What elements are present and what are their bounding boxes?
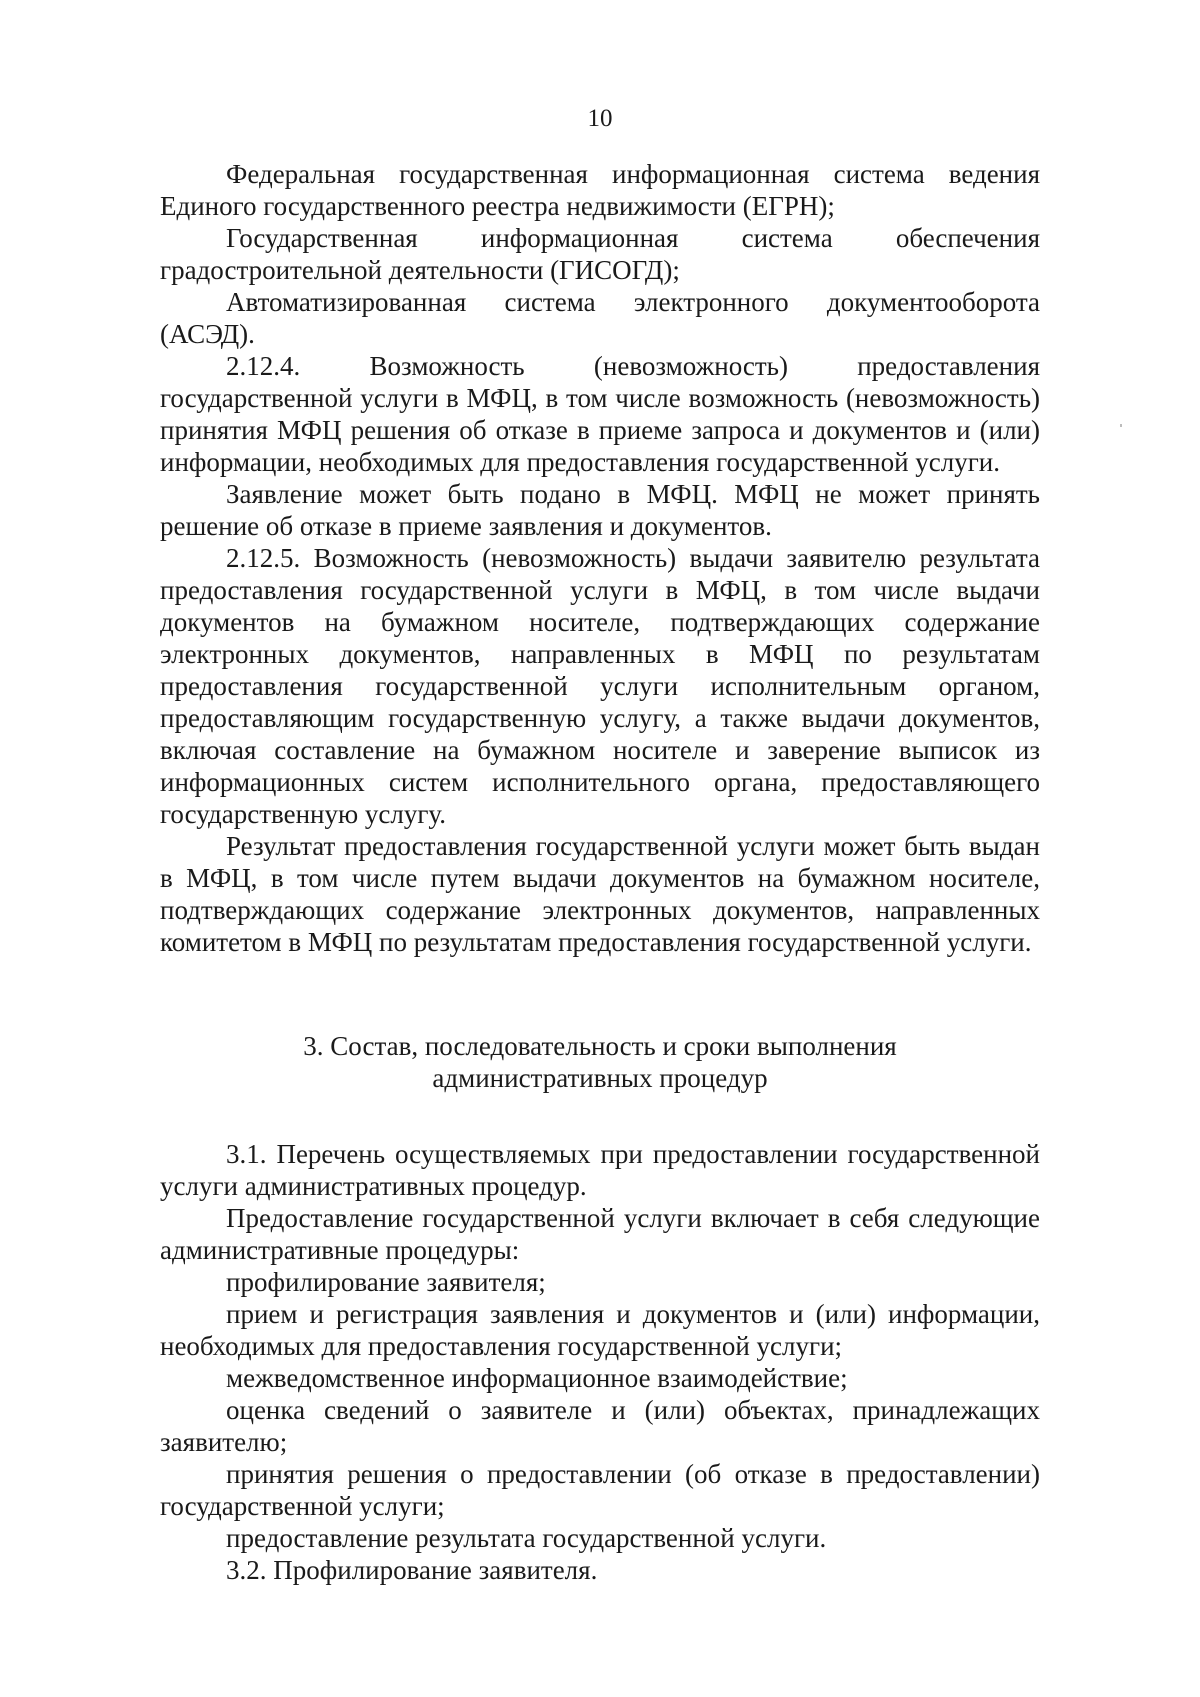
section-title: [160, 1030, 1040, 1094]
scan-artifact: [1120, 424, 1122, 427]
paragraph-application-mfc: Заявление может быть подано в МФЦ. МФЦ не может принять решение об отказе в приеме заявления и документов.: [160, 479, 1040, 541]
list-item-assessment: оценка сведений о заявителе и (или) объектах, принадлежащих заявителю;: [160, 1395, 1040, 1457]
paragraph-procedures-intro: Предоставление государственной услуги включает в себя следующие административные процедуры:: [160, 1203, 1040, 1265]
paragraph-result-mfc: Результат предоставления государственной услуги может быть выдан в МФЦ, в том числе путем выдачи документов на бумажном носителе, подтверждающих содержание электронных документов, направленных комитетом в МФЦ по результатам предоставления государственной услуги.: [160, 831, 1040, 957]
paragraph-3-2: 3.2. Профилирование заявителя.: [226, 1555, 598, 1585]
paragraph-2-12-4: 2.12.4. Возможность (невозможность) предоставления государственной услуги в МФЦ, в том числе возможность (невозможность) принятия МФЦ решения об отказе в приеме запроса и документов и (или) информации, необходимых для предоставления государственной услуги.: [160, 351, 1040, 477]
paragraph-ased: Автоматизированная система электронного документооборота (АСЭД).: [160, 287, 1040, 349]
list-item-registration: прием и регистрация заявления и документов и (или) информации, необходимых для предоставления государственной услуги;: [160, 1299, 1040, 1361]
section-title-line-1: 3. Состав, последовательность и сроки выполнения: [303, 1031, 897, 1061]
section-title-line-2: административных процедур: [432, 1063, 768, 1093]
paragraph-egrn: Федеральная государственная информационная система ведения Единого государственного реестра недвижимости (ЕГРН);: [160, 159, 1040, 221]
paragraph-2-12-5: 2.12.5. Возможность (невозможность) выдачи заявителю результата предоставления государственной услуги в МФЦ, в том числе выдачи документов на бумажном носителе, подтверждающих содержание электронных документов, направленных в МФЦ по результатам предоставления государственной услуги исполнительным органом, предоставляющим государственную услугу, а также выдачи документов, включая составление на бумажном носителе и заверение выписок из информационных систем исполнительного органа, предоставляющего государственную услугу.: [160, 543, 1040, 829]
page-number: 10: [587, 105, 613, 132]
list-item-decision: принятия решения о предоставлении (об отказе в предоставлении) государственной услуги;: [160, 1459, 1040, 1521]
document-body: [160, 158, 1040, 1586]
list-item-result: предоставление результата государственной услуги.: [226, 1523, 827, 1553]
list-item-profiling: профилирование заявителя;: [226, 1267, 546, 1297]
paragraph-3-1: 3.1. Перечень осуществляемых при предоставлении государственной услуги административных процедур.: [160, 1139, 1040, 1201]
paragraph-gisogd: Государственная информационная система обеспечения градостроительной деятельности (ГИСОГД);: [160, 223, 1040, 285]
list-item-interagency: межведомственное информационное взаимодействие;: [226, 1363, 848, 1393]
